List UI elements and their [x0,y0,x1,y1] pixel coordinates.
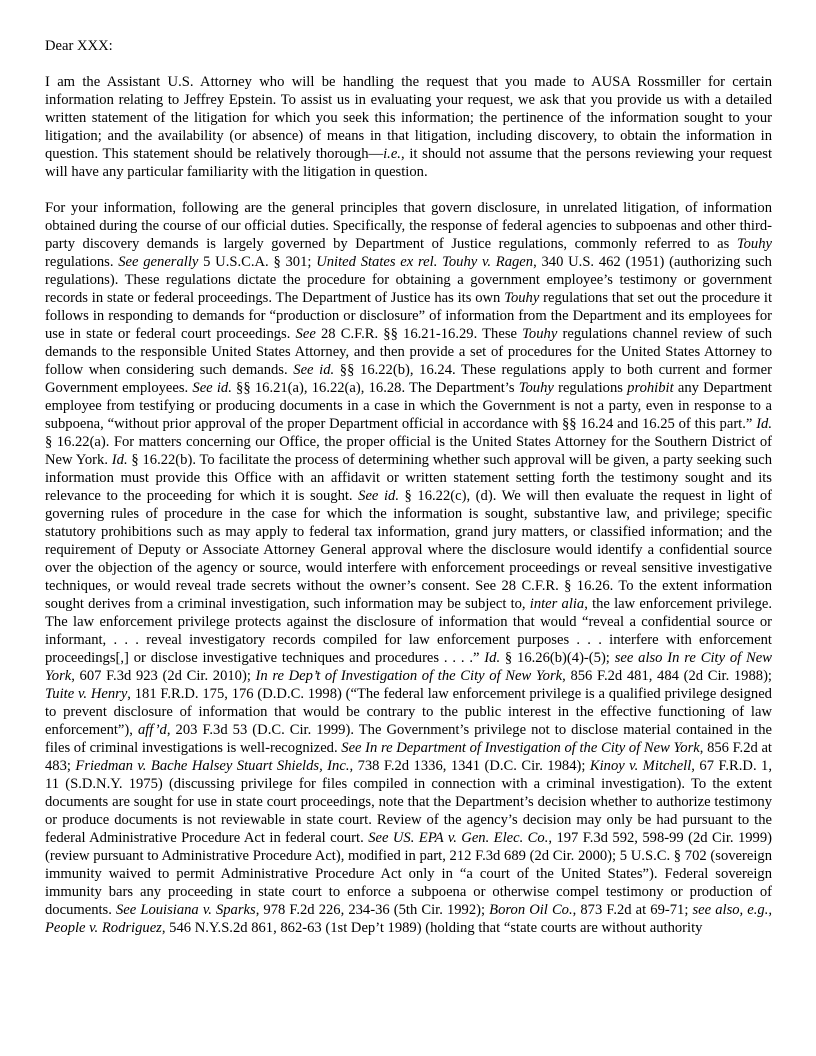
italic-citation-run: See id. [293,362,335,378]
text-run: §§ 16.21(a), 16.22(a), 16.28. The Department’s [231,380,519,396]
text-run: any Department employee from testifying or producing documents in a case in which the Government is not a party, even in response to a subpoena, “without prior approval of the proper Department official in accordance with §§ 16.24 and 16.25 of this part.” [45,380,772,432]
italic-citation-run: inter alia [529,596,585,612]
text-run: , 873 F.2d at 69-71; [572,902,693,918]
italic-citation-run: Kinoy v. Mitchell [589,758,692,774]
text-run: 28 C.F.R. §§ 16.21-16.29. These [315,326,523,342]
italic-citation-run: See In re Department of Investigation of the City of New York [341,740,700,756]
italic-citation-run: In re Dep’t of Investigation of the City of New York [255,668,563,684]
italic-citation-run: aff’d [137,722,167,738]
text-run: , 546 N.Y.S.2d 861, 862-63 (1st Dep’t 1989) (holding that “state courts are without authority [161,920,703,936]
italic-citation-run: see also In re City of New York [45,650,772,684]
text-run: regulations. [45,254,119,270]
italic-citation-run: see also, e.g., People v. Rodriguez [45,902,773,936]
text-run: § 16.22(a). For matters concerning our Office, the proper official is the United States Attorney for the Southern District of New York. [45,434,772,468]
text-run: , 978 F.2d 226, 234-36 (5th Cir. 1992); [255,902,490,918]
italic-citation-run: See id. [358,488,399,504]
italic-citation-run: See Louisiana v. Sparks [115,902,256,918]
italic-citation-run: Tuite v. Henry [45,686,128,702]
text-run: §§ 16.22(b), 16.24. These regulations apply to both current and former Government employees. [45,362,772,396]
paragraph-touhy-principles [45,199,772,937]
italic-citation-run: Touhy [522,326,558,342]
text-run: , 607 F.3d 923 (2d Cir. 2010); [71,668,256,684]
italic-citation-run: Touhy [504,290,540,306]
italic-citation-run: Boron Oil Co. [489,902,573,918]
text-run: , 67 F.R.D. 1, 11 (S.D.N.Y. 1975) (discussing privilege for files compiled in connection with a criminal investigation). To the extent documents are sought for use in state court proceedings, note that the Department’s decision whether to authorize testimony or produce documents is not reviewable in state court. Review of the agency’s decision may only be had pursuant to the federal Administrative Procedure Act in federal court. [45,758,773,846]
text-run: § 16.26(b)(4)-(5); [500,650,615,666]
text-run: 5 U.S.C.A. § 301; [198,254,317,270]
italic-citation-run: United States ex rel. Touhy v. Ragen [316,254,534,270]
text-run: § 16.22(b). To facilitate the process of determining whether such approval will be given, a party seeking such information must provide this Office with an affidavit or written statement setting forth the testimony sought and its relevance to the proceeding for which it is sought. [45,452,772,504]
salutation: Dear XXX: [45,38,113,54]
italic-citation-run: See generally [118,254,199,270]
italic-citation-run: Id. [111,452,128,468]
text-run: regulations channel review of such demands to the responsible United States Attorney, and then provide a set of procedures for the United States Attorney to follow when considering such demands. [45,326,772,378]
text-run: For your information, following are the general principles that govern disclosure, in unrelated litigation, of information obtained during the course of our official duties. Specifically, the response of federal agencies to subpoenas and other third-party discovery demands is largely governed by Department of Justice regulations, commonly referred to as [45,200,772,252]
text-run: regulations that set out the procedure it follows in responding to demands for “production or disclosure” of information from the Department and its employees for use in state or federal court proceedings. [45,290,773,342]
text-run: I am the Assistant U.S. Attorney who will be handling the request that you made to AUSA Rossmiller for certain information relating to Jeffrey Epstein. To assist us in evaluating your request, we ask that you provide us with a detailed written statement of the litigation for which you seek this information; the pertinence of the information sought to your litigation; and the availability (or absence) of means in that litigation, including discovery, to obtain the information in question. This statement should be relatively thorough— [45,74,772,162]
text-run: , 738 F.2d 1336, 1341 (D.C. Cir. 1984); [349,758,590,774]
text-run: , 856 F.2d 481, 484 (2d Cir. 1988); [562,668,772,684]
italic-citation-run: i.e. [383,146,401,162]
italic-citation-run: See id. [192,380,232,396]
text-run: , 856 F.2d at 483; [45,740,772,774]
text-run: , 197 F.3d 592, 598-99 (2d Cir. 1999) (review pursuant to Administrative Procedure Act), modified in part, 212 F.3d 689 (2d Cir. 2000); 5 U.S.C. § 702 (sovereign immunity waived to permit Administrative Procedure Act only in “a court of the United States”). Federal sovereign immunity bars any proceeding in state court to enforce a subpoena or otherwise compel testimony or production of documents. [45,830,772,918]
text-run: , 340 U.S. 462 (1951) (authorizing such regulations). These regulations dictate the procedure for obtaining a government employee’s testimony or government records in state or federal proceedings. The Department of Justice has its own [45,254,772,306]
italic-citation-run: Touhy [518,380,554,396]
text-run: , 181 F.R.D. 175, 176 (D.D.C. 1998) (“The federal law enforcement privilege is a qualified privilege designed to prevent disclosure of information that would be contrary to the public interest in the effective functioning of law enforcement”), [45,686,772,738]
italic-citation-run: See [295,326,316,342]
text-run: regulations [553,380,628,396]
italic-citation-run: See US. EPA v. Gen. Elec. Co. [368,830,549,846]
text-run: , it should not assume that the persons reviewing your request will have any particular familiarity with the litigation in question. [45,146,773,180]
italic-citation-run: Touhy [736,236,772,252]
italic-citation-run: prohibit [627,380,674,396]
italic-citation-run: Friedman v. Bache Halsey Stuart Shields, Inc. [75,758,350,774]
paragraph-request [45,73,772,181]
text-run: , the law enforcement privilege. The law enforcement privilege protects against the disclosure of information that would “reveal a confidential source or informant, . . . reveal investigatory records compiled for law enforcement purposes . . . interfere with enforcement proceedings[,] or disclose investigative techniques and procedures . . . .” [45,596,772,666]
text-run: § 16.22(c), (d). We will then evaluate the request in light of governing rules of procedure in the case for which the information is sought, substantive law, and privilege; specific statutory prohibitions such as may apply to federal tax information, grand jury matters, or classified information; and the requirement of Deputy or Associate Attorney General approval where the disclosure would identify a confidential source over the objection of the agency or source, would interfere with enforcement proceedings or reveal sensitive investigative techniques, or would reveal trade secrets without the owner’s consent. See 28 C.F.R. § 16.26. To the extent information sought derives from a criminal investigation, such information may be subject to, [45,488,772,612]
italic-citation-run: Id. [484,650,501,666]
text-run: , 203 F.3d 53 (D.C. Cir. 1999). The Government’s privilege not to disclose material contained in the files of criminal investigations is well-recognized. [45,722,772,756]
italic-citation-run: Id. [756,416,772,432]
